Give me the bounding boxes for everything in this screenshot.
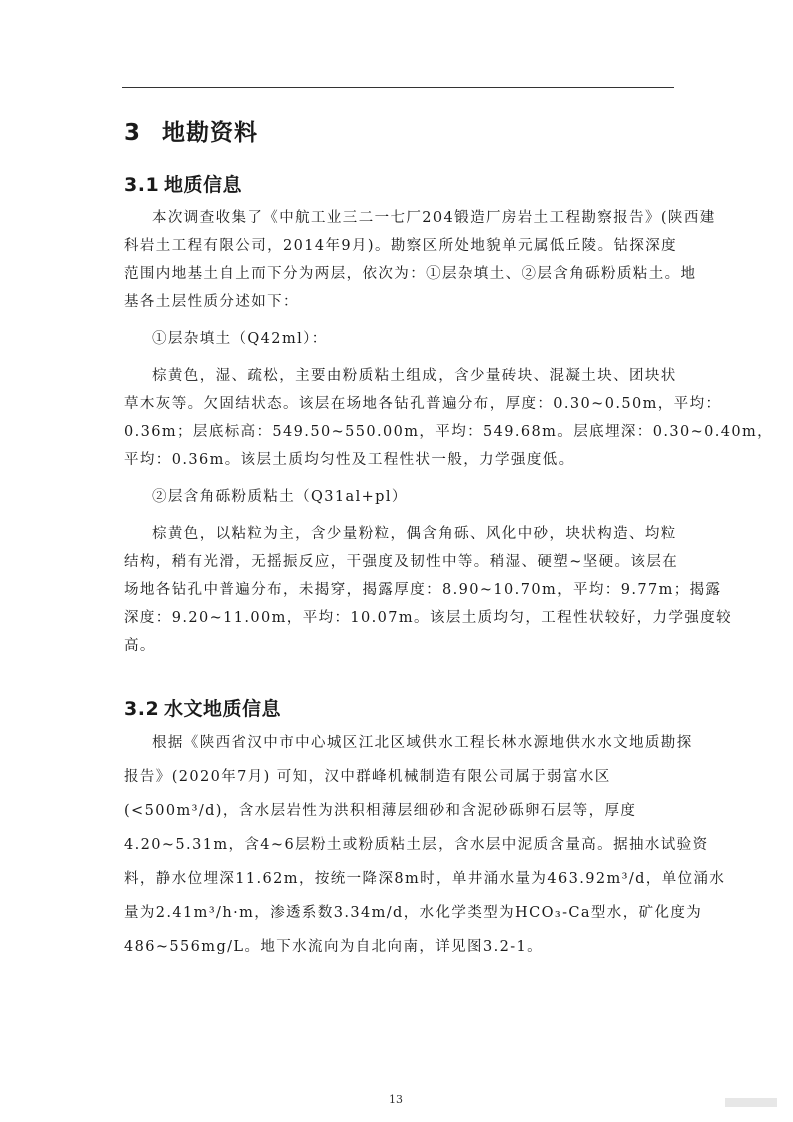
section-heading-hydrogeology [124, 694, 281, 721]
paragraph-line: 结构，稍有光滑，无摇振反应，干强度及韧性中等。稍湿、硬塑~坚硬。该层在 [124, 554, 679, 570]
paragraph-line: 料，静水位埋深11.62m，按统一降深8m时，单井涌水量为463.92m³/d，单位涌水 [124, 871, 726, 887]
section-title: 水文地质信息 [164, 698, 282, 720]
section-title: 地质信息 [164, 174, 243, 196]
paragraph-line: 报告》(2020年7月) 可知，汉中群峰机械制造有限公司属于弱富水区 [124, 769, 611, 785]
paragraph-line: 本次调查收集了《中航工业三二一七厂204锻造厂房岩土工程勘察报告》(陕西建 [152, 210, 716, 226]
paragraph-line: 基各土层性质分述如下： [124, 294, 299, 310]
paragraph-line: 场地各钻孔中普遍分布，未揭穿，揭露厚度：8.90~10.70m，平均：9.77m；揭露 [124, 582, 722, 598]
paragraph-line: 486~556mg/L。地下水流向为自北向南，详见图3.2-1。 [124, 939, 544, 955]
corner-watermark [725, 1098, 777, 1107]
paragraph-line: 深度：9.20~11.00m，平均：10.07m。该层土质均匀，工程性状较好，力学强度较 [124, 610, 733, 626]
section-number: 3.2 [124, 698, 160, 720]
paragraph-line: 根据《陕西省汉中市中心城区江北区域供水工程长林水源地供水水文地质勘探 [152, 735, 693, 751]
paragraph-line: 棕黄色，湿、疏松，主要由粉质粘土组成，含少量砖块、混凝土块、团块状 [152, 368, 677, 384]
paragraph-line: 4.20~5.31m，含4~6层粉土或粉质粘土层，含水层中泥质含量高。据抽水试验资 [124, 837, 709, 853]
paragraph-line: (<500m³/d)，含水层岩性为洪积相薄层细砂和含泥砂砾卵石层等，厚度 [124, 803, 637, 819]
paragraph-line: 平均：0.36m。该层土质均匀性及工程性状一般，力学强度低。 [124, 452, 575, 468]
chapter-heading [124, 114, 258, 147]
paragraph-line: 范围内地基土自上而下分为两层，依次为：①层杂填土、②层含角砾粉质粘土。地 [124, 266, 697, 282]
paragraph-line: 量为2.41m³/h·m，渗透系数3.34m/d，水化学类型为HCO₃-Ca型水，矿化度为 [124, 905, 703, 921]
header-rule [122, 87, 674, 88]
paragraph-line: 科岩土工程有限公司，2014年9月)。勘察区所处地貌单元属低丘陵。钻探深度 [124, 238, 678, 254]
paragraph-line: 棕黄色，以粘粒为主，含少量粉粒，偶含角砾、风化中砂，块状构造、均粒 [152, 526, 677, 542]
chapter-title: 地勘资料 [162, 120, 258, 146]
page-number: 13 [389, 1093, 403, 1106]
paragraph-line: 0.36m；层底标高：549.50~550.00m，平均：549.68m。层底埋深：0.30~0.40m， [124, 424, 774, 440]
section-number: 3.1 [124, 174, 160, 196]
layer-heading: ①层杂填土（Q42ml）： [152, 331, 328, 347]
chapter-number: 3 [124, 120, 142, 146]
paragraph-line: 草木灰等。欠固结状态。该层在场地各钻孔普遍分布，厚度：0.30~0.50m，平均： [124, 396, 722, 412]
paragraph-line: 高。 [124, 638, 156, 654]
layer-heading: ②层含角砾粉质粘土（Q31al+pl） [152, 489, 408, 505]
section-heading-geology [124, 170, 242, 197]
